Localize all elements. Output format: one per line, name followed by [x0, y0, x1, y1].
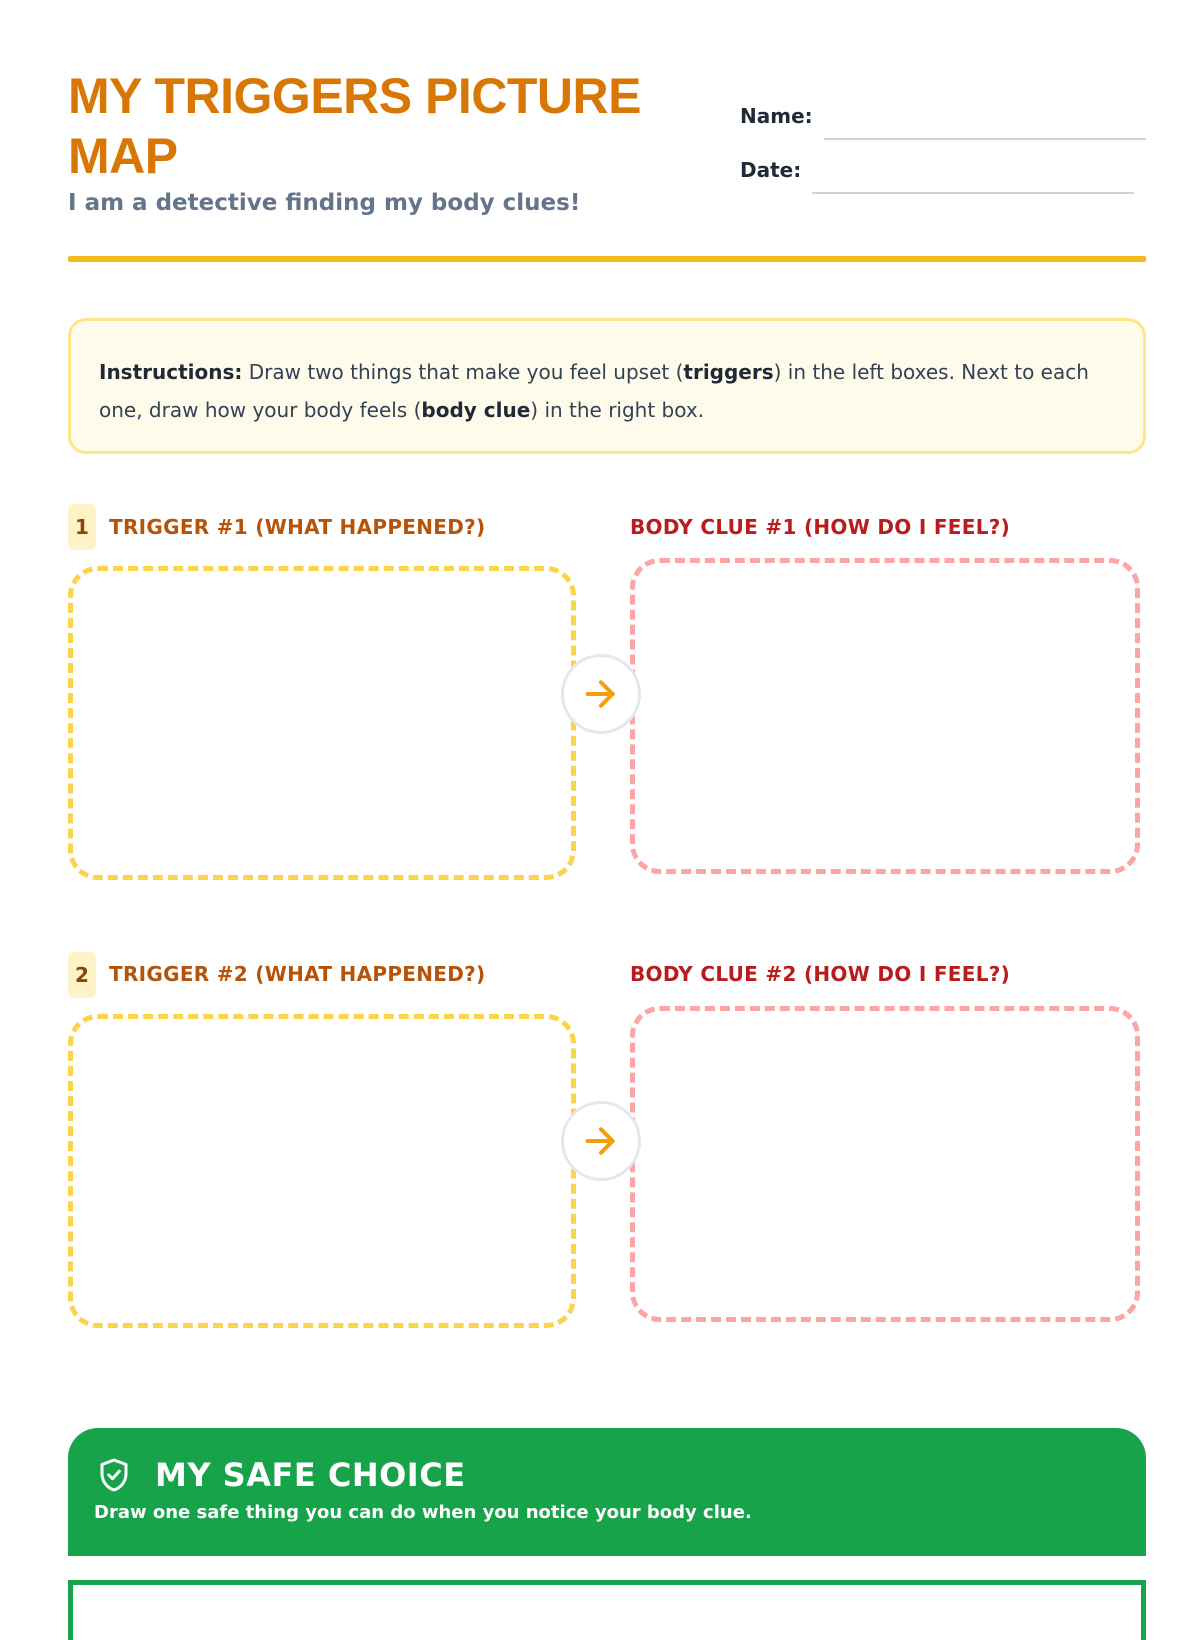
date-label: Date:	[740, 158, 802, 182]
instructions-text-3: ) in the right box.	[530, 398, 705, 422]
arrow-connector-1	[561, 654, 641, 734]
safe-choice-title: MY SAFE CHOICE	[155, 1456, 466, 1494]
instructions-term-triggers: triggers	[683, 360, 774, 384]
page-title: MY TRIGGERS PICTURE MAP	[68, 68, 641, 184]
shield-check-icon	[96, 1456, 132, 1494]
date-field[interactable]	[812, 192, 1134, 194]
body-clue-label-1: BODY CLUE #1 (HOW DO I FEEL?)	[630, 515, 1011, 539]
body-clue-label-2: BODY CLUE #2 (HOW DO I FEEL?)	[630, 962, 1011, 986]
arrow-right-icon	[581, 674, 621, 714]
name-field[interactable]	[824, 138, 1146, 140]
arrow-right-icon	[581, 1121, 621, 1161]
page-subtitle: I am a detective finding my body clues!	[68, 190, 581, 216]
trigger-drawing-box-2[interactable]	[68, 1014, 576, 1328]
safe-choice-drawing-box[interactable]	[68, 1580, 1146, 1640]
header-divider	[68, 256, 1146, 262]
arrow-connector-2	[561, 1101, 641, 1181]
pair-number-badge-2: 2	[68, 952, 96, 998]
body-clue-drawing-box-2[interactable]	[630, 1006, 1140, 1322]
instructions-text-2: ) in the left boxes. Next to each one, draw how your body feels (	[99, 360, 1089, 422]
trigger-label-1: TRIGGER #1 (WHAT HAPPENED?)	[109, 515, 486, 539]
trigger-drawing-box-1[interactable]	[68, 566, 576, 880]
instructions-term-body-clue: body clue	[421, 398, 531, 422]
instructions-box	[68, 318, 1146, 454]
name-label: Name:	[740, 104, 813, 128]
safe-choice-description: Draw one safe thing you can do when you notice your body clue.	[94, 1502, 752, 1523]
instructions-lead: Instructions:	[99, 360, 243, 384]
trigger-label-2: TRIGGER #2 (WHAT HAPPENED?)	[109, 962, 486, 986]
body-clue-drawing-box-1[interactable]	[630, 558, 1140, 874]
instructions-text-1: Draw two things that make you feel upset (	[242, 360, 684, 384]
pair-number-badge-1: 1	[68, 504, 96, 550]
